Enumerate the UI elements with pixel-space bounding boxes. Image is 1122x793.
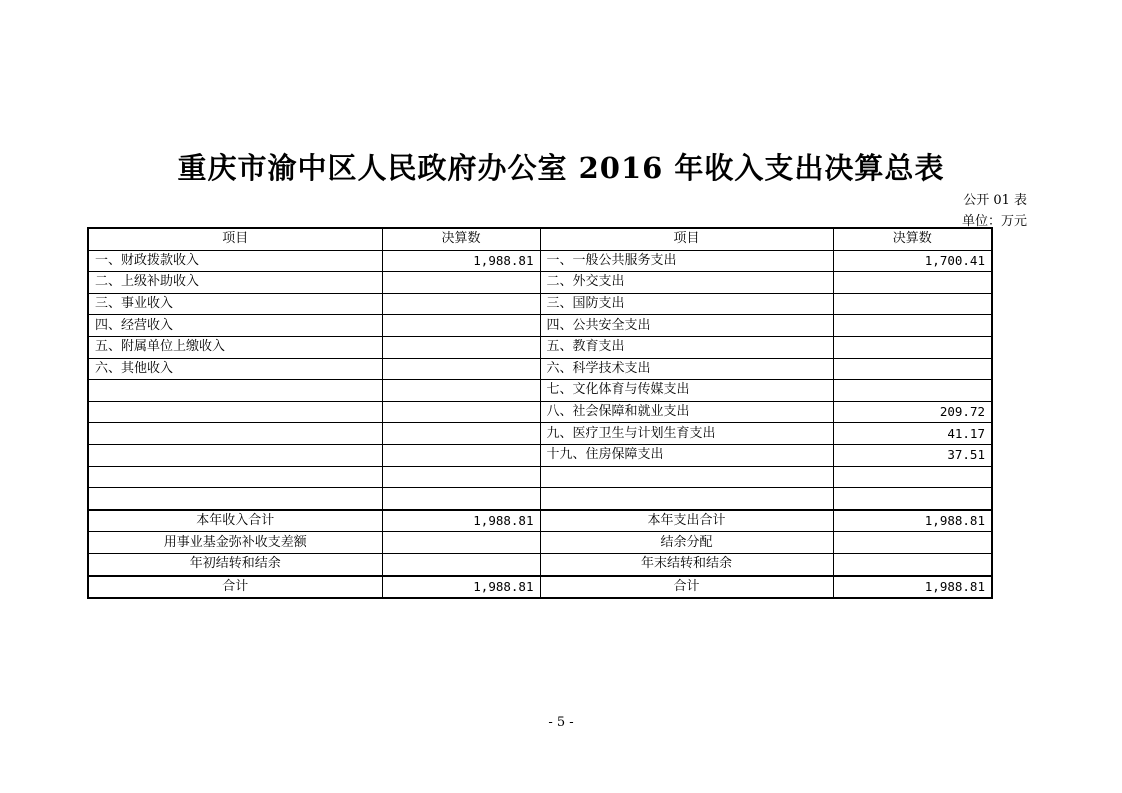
income-item: 一、财政拨款收入 [88,250,382,272]
income-amount: 1,988.81 [382,250,540,272]
income-item: 三、事业收入 [88,293,382,315]
expense-amount: 41.17 [833,423,992,445]
income-amount [382,423,540,445]
header-expense-amount: 决算数 [833,228,992,250]
income-item [88,488,382,510]
expense-amount [833,488,992,510]
income-amount [382,272,540,294]
table-row [88,315,992,337]
header-income-amount: 决算数 [382,228,540,250]
table-row [88,444,992,466]
table-row [88,336,992,358]
income-item [88,466,382,488]
expense-item: 三、国防支出 [540,293,833,315]
expense-adjust-amount [833,532,992,554]
income-carryover-label: 年初结转和结余 [88,553,382,575]
income-amount [382,293,540,315]
table-header-row [88,228,992,250]
expense-amount: 1,700.41 [833,250,992,272]
expense-amount [833,380,992,402]
table-row [88,272,992,294]
income-total-amount: 1,988.81 [382,510,540,532]
annual-total-row [88,510,992,532]
expense-carryover-amount [833,553,992,575]
expense-amount [833,272,992,294]
expense-amount: 209.72 [833,401,992,423]
expense-total-label: 本年支出合计 [540,510,833,532]
income-grand-total-label: 合计 [88,576,382,599]
income-amount [382,315,540,337]
income-item: 六、其他收入 [88,358,382,380]
expense-item: 九、医疗卫生与计划生育支出 [540,423,833,445]
unit-label: 单位：万元 [961,214,1027,229]
table-row [88,380,992,402]
table-row [88,466,992,488]
expense-grand-total-amount: 1,988.81 [833,576,992,599]
document-title: 重庆市渝中区人民政府办公室 2016 年收入支出决算总表 [177,151,945,185]
income-item: 五、附属单位上缴收入 [88,336,382,358]
expense-item: 四、公共安全支出 [540,315,833,337]
expense-adjust-label: 结余分配 [540,532,833,554]
table-row [88,488,992,510]
income-item [88,444,382,466]
adjustment-row [88,532,992,554]
income-amount [382,466,540,488]
table-row [88,250,992,272]
income-amount [382,358,540,380]
income-amount [382,401,540,423]
income-amount [382,336,540,358]
expense-item [540,488,833,510]
expense-item: 六、科学技术支出 [540,358,833,380]
income-total-label: 本年收入合计 [88,510,382,532]
income-amount [382,380,540,402]
expense-carryover-label: 年末结转和结余 [540,553,833,575]
income-grand-total-amount: 1,988.81 [382,576,540,599]
expense-grand-total-label: 合计 [540,576,833,599]
expense-total-amount: 1,988.81 [833,510,992,532]
table-row [88,423,992,445]
expense-item: 十九、住房保障支出 [540,444,833,466]
expense-item: 七、文化体育与传媒支出 [540,380,833,402]
income-item [88,423,382,445]
carryover-row [88,553,992,575]
revenue-expenditure-table [87,227,993,599]
expense-item: 五、教育支出 [540,336,833,358]
income-carryover-amount [382,553,540,575]
expense-amount [833,358,992,380]
header-expense-item: 项目 [540,228,833,250]
expense-amount [833,466,992,488]
income-item: 二、上级补助收入 [88,272,382,294]
page-number: - 5 - [548,715,574,730]
form-code: 公开 01 表 [963,193,1027,208]
expense-amount [833,336,992,358]
expense-amount: 37.51 [833,444,992,466]
expense-amount [833,293,992,315]
expense-item: 八、社会保障和就业支出 [540,401,833,423]
income-item [88,380,382,402]
income-amount [382,488,540,510]
expense-item: 一、一般公共服务支出 [540,250,833,272]
income-adjust-label: 用事业基金弥补收支差额 [88,532,382,554]
income-adjust-amount [382,532,540,554]
header-income-item: 项目 [88,228,382,250]
table-row [88,358,992,380]
expense-item [540,466,833,488]
grand-total-row [88,576,992,599]
table-row [88,401,992,423]
income-amount [382,444,540,466]
income-item: 四、经营收入 [88,315,382,337]
expense-item: 二、外交支出 [540,272,833,294]
expense-amount [833,315,992,337]
table-row [88,293,992,315]
income-item [88,401,382,423]
